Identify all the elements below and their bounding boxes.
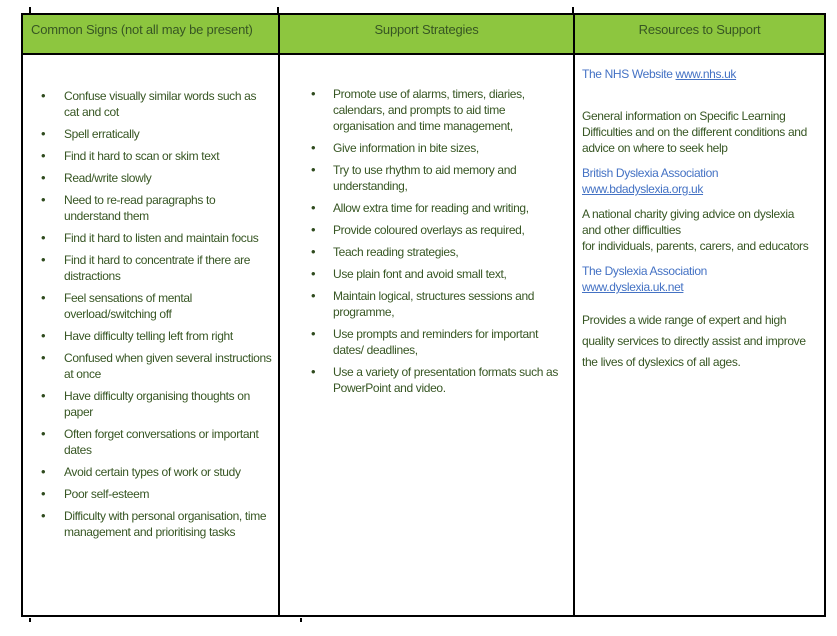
nhs-link[interactable]: www.nhs.uk: [675, 67, 737, 81]
resource-text: A national charity giving advice on dyslexia and other difficulties: [582, 207, 795, 237]
bda-description: [582, 206, 816, 254]
common-sign-item: • Feel sensations of mental overload/switching off: [40, 290, 273, 322]
support-strategy-item: • Promote use of alarms, timers, diaries, calendars, and prompts to aid time organisation and time management,: [310, 86, 567, 134]
common-sign-item: • Have difficulty organising thoughts on paper: [40, 388, 273, 420]
support-strategies-list: [310, 86, 567, 396]
support-strategy-item: • Try to use rhythm to aid memory and understanding,: [310, 162, 567, 194]
resources-cell: [575, 55, 824, 615]
dyslexia-support-table: [21, 13, 826, 617]
common-sign-item: • Find it hard to listen and maintain focus: [40, 230, 273, 246]
common-sign-item: • Have difficulty telling left from right: [40, 328, 273, 344]
support-strategy-item: • Teach reading strategies,: [310, 244, 567, 260]
dyslexia-association-description: [582, 310, 816, 373]
support-strategy-item: • Maintain logical, structures sessions and programme,: [310, 288, 567, 320]
resource-text: Provides a wide range of expert and high quality services to directly assist and improve the lives of dyslexics of all ages.: [582, 313, 806, 369]
common-sign-item: • Difficulty with personal organisation, time management and prioritising tasks: [40, 508, 273, 540]
support-strategy-item: • Use a variety of presentation formats such as PowerPoint and video.: [310, 364, 567, 396]
common-sign-item: • Confuse visually similar words such as cat and cot: [40, 88, 273, 120]
nhs-paragraph: [582, 66, 816, 82]
bda-paragraph: [582, 165, 816, 197]
common-sign-item: • Find it hard to concentrate if there are distractions: [40, 252, 273, 284]
common-sign-item: • Avoid certain types of work or study: [40, 464, 273, 480]
gridline-tick: [29, 618, 31, 622]
dyslexia-association-paragraph: [582, 263, 816, 295]
dyslexia-association-link[interactable]: www.dyslexia.uk.net: [582, 280, 684, 294]
common-sign-item: • Often forget conversations or important dates: [40, 426, 273, 458]
common-sign-item: • Read/write slowly: [40, 170, 273, 186]
nhs-website-label: The NHS Website: [582, 67, 676, 81]
support-strategy-item: • Allow extra time for reading and writing,: [310, 200, 567, 216]
gridline-tick: [300, 618, 302, 622]
bda-link[interactable]: www.bdadyslexia.org.uk: [582, 182, 704, 196]
dyslexia-association-label: The Dyslexia Association: [582, 264, 707, 278]
support-strategies-cell: [280, 55, 573, 615]
support-strategy-item: • Use plain font and avoid small text,: [310, 266, 567, 282]
column-resources: [575, 15, 824, 615]
support-strategies-header: Support Strategies: [280, 15, 573, 55]
nhs-description: [582, 108, 816, 156]
bda-label: British Dyslexia Association: [582, 166, 719, 180]
resource-text: for individuals, parents, carers, and educators: [582, 239, 809, 253]
common-signs-list: [40, 88, 273, 540]
common-signs-header: Common Signs (not all may be present): [23, 15, 278, 55]
support-strategy-item: • Give information in bite sizes,: [310, 140, 567, 156]
column-common-signs: [23, 15, 280, 615]
resource-text: General information on Specific Learning Difficulties and on the different conditions and advice on where to seek help: [582, 109, 807, 155]
common-sign-item: • Confused when given several instructions at once: [40, 350, 273, 382]
common-sign-item: • Find it hard to scan or skim text: [40, 148, 273, 164]
common-sign-item: • Spell erratically: [40, 126, 273, 142]
resources-header: Resources to Support: [575, 15, 824, 55]
common-signs-cell: [23, 55, 278, 615]
support-strategy-item: • Use prompts and reminders for important dates/ deadlines,: [310, 326, 567, 358]
common-sign-item: • Need to re-read paragraphs to understand them: [40, 192, 273, 224]
support-strategy-item: • Provide coloured overlays as required,: [310, 222, 567, 238]
common-sign-item: • Poor self-esteem: [40, 486, 273, 502]
column-support-strategies: [280, 15, 575, 615]
